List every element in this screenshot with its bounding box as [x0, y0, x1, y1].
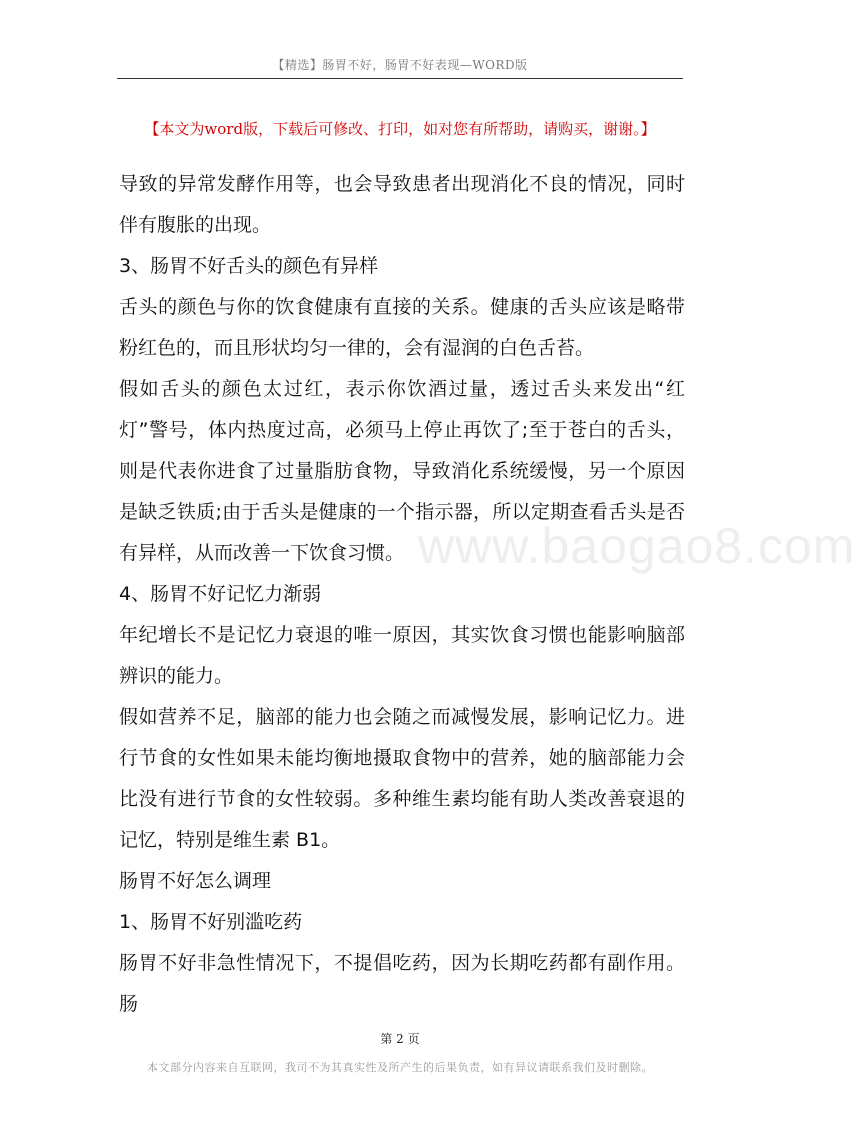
- paragraph: 舌头的颜色与你的饮食健康有直接的关系。健康的舌头应该是略带粉红色的，而且形状均匀一律的，会有湿润的白色舌苔。: [119, 296, 685, 359]
- section-heading: 3、肠胃不好舌头的颜色有异样: [119, 255, 379, 277]
- header-divider: [117, 78, 683, 79]
- paragraph: 导致的异常发酵作用等，也会导致患者出现消化不良的情况，同时伴有腹胀的出现。: [119, 173, 685, 236]
- section-heading: 4、肠胃不好记忆力渐弱: [119, 583, 322, 605]
- section-heading: 肠胃不好怎么调理: [119, 870, 272, 892]
- word-version-notice: 【本文为word版，下载后可修改、打印，如对您有所帮助，请购买，谢谢。】: [144, 120, 656, 138]
- document-body: [119, 164, 685, 1025]
- page-header: 【精选】肠胃不好，肠胃不好表现—WORD版: [272, 58, 528, 72]
- paragraph: 假如舌头的颜色太过红，表示你饮酒过量，透过舌头来发出“红灯”警号，体内热度过高，必须马上停止再饮了;至于苍白的舌头，则是代表你进食了过量脂肪食物，导致消化系统缓慢，另一个原因是缺乏铁质;由于舌头是健康的一个指示器，所以定期查看舌头是否有异样，从而改善一下饮食习惯。: [119, 378, 685, 564]
- page-number: 第 2 页: [380, 1032, 420, 1046]
- watermark: www.baogao8.com: [418, 518, 855, 574]
- paragraph: 肠胃不好非急性情况下，不提倡吃药，因为长期吃药都有副作用。肠: [119, 952, 685, 1015]
- section-heading: 1、肠胃不好别滥吃药: [119, 911, 303, 933]
- footer-disclaimer: 本文部分内容来自互联网，我司不为其真实性及所产生的后果负责，如有异议请联系我们及时删除。: [147, 1061, 653, 1074]
- paragraph: 年纪增长不是记忆力衰退的唯一原因，其实饮食习惯也能影响脑部辨识的能力。: [119, 624, 685, 687]
- paragraph: 假如营养不足，脑部的能力也会随之而减慢发展，影响记忆力。进行节食的女性如果未能均衡地摄取食物中的营养，她的脑部能力会比没有进行节食的女性较弱。多种维生素均能有助人类改善衰退的记忆，特别是维生素 B1。: [119, 706, 685, 851]
